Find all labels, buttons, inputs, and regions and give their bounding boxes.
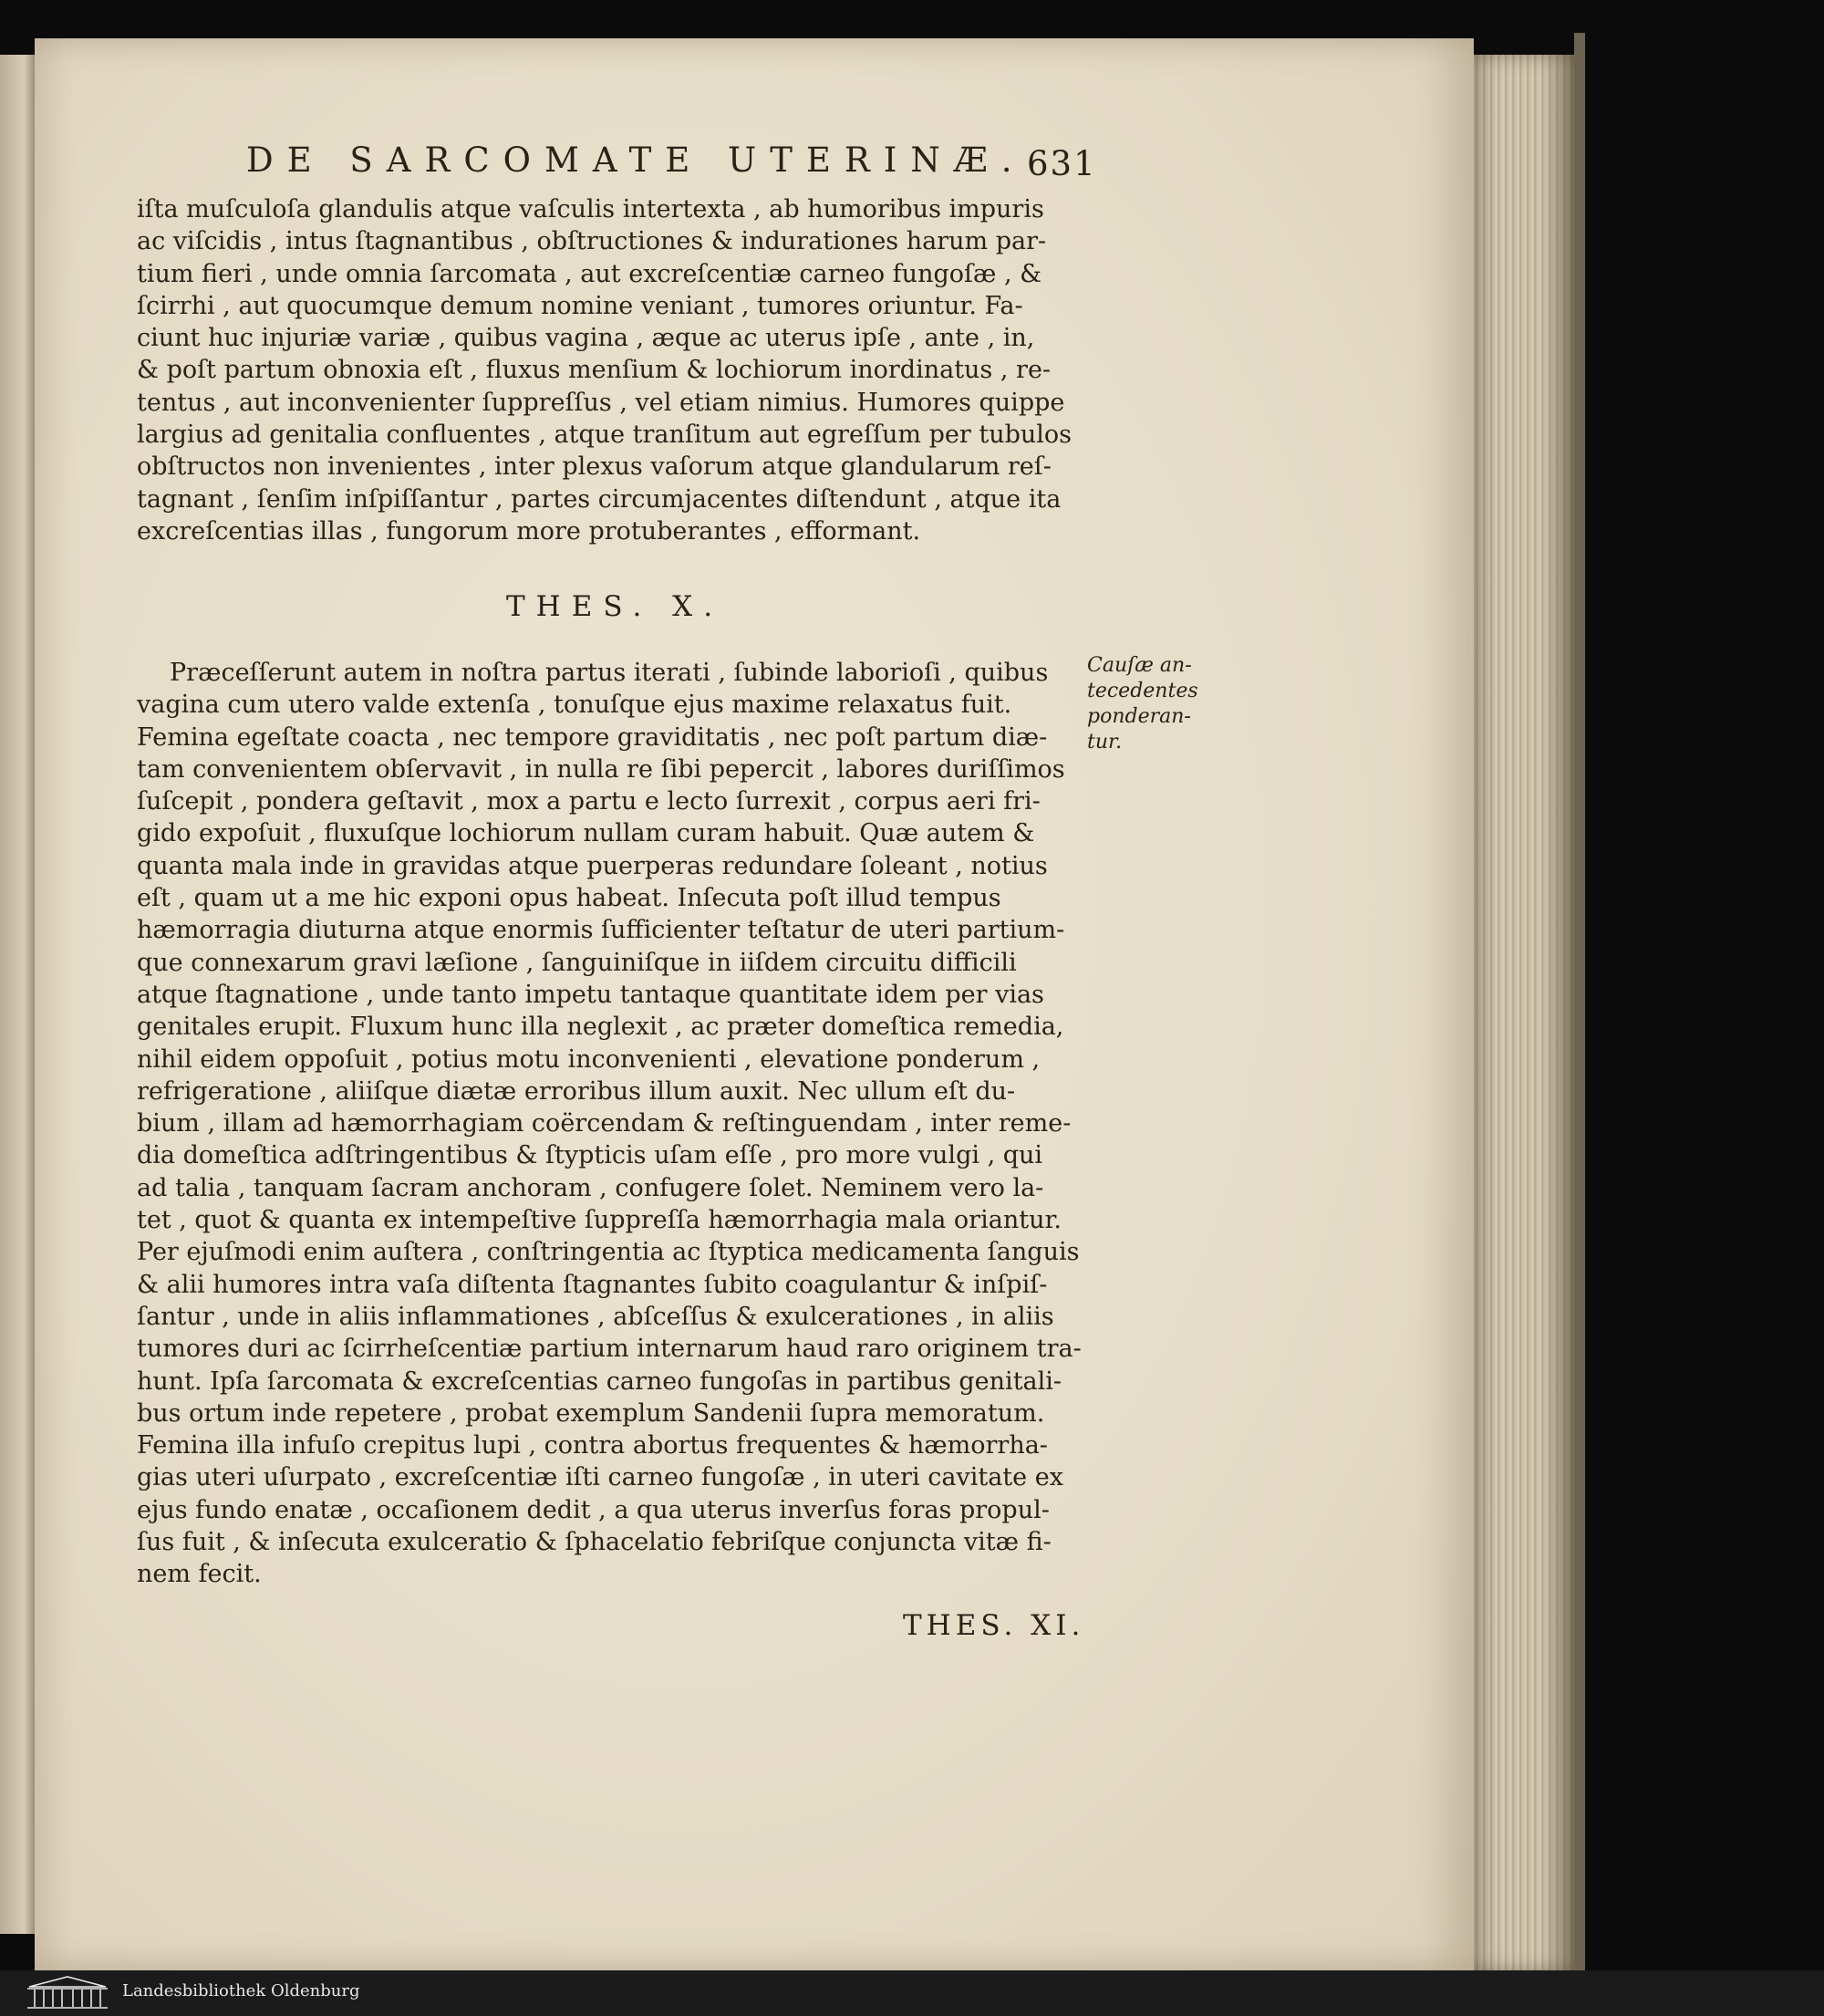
text-line: ſantur , unde in aliis inflammationes , abſceſſus & exulcerationes , in aliis bbox=[137, 1302, 1054, 1331]
margin-note bbox=[1087, 653, 1206, 755]
text-line: tentus , aut inconvenienter ſuppreſſus , vel etiam nimius. Humores quippe bbox=[137, 388, 1065, 417]
text-line: quanta mala inde in gravidas atque puerperas redundare ſoleant , notius bbox=[137, 851, 1048, 880]
text-line: ejus fundo enatæ , occaſionem dedit , a qua uterus inverſus foras propul- bbox=[137, 1495, 1050, 1524]
text-line: ac viſcidis , intus ſtagnantibus , obſtructiones & indurationes harum par- bbox=[137, 227, 1047, 256]
text-line: Femina illa infuſo crepitus lupi , contra abortus frequentes & hæmorrha- bbox=[137, 1431, 1048, 1460]
text-line: vagina cum utero valde extenſa , tonuſque ejus maxime relaxatus fuit. bbox=[137, 691, 1012, 720]
text-line: bus ortum inde repetere , probat exemplum Sandenii ſupra memoratum. bbox=[137, 1398, 1045, 1428]
text-line: tumores duri ac ſcirrheſcentiæ partium internarum haud raro originem tra- bbox=[137, 1335, 1082, 1364]
catchword: THES. XI. bbox=[903, 1609, 1085, 1642]
text-line: iſta muſculoſa glandulis atque vaſculis intertexta , ab humoribus impuris bbox=[137, 195, 1044, 223]
section-heading: THES. X. bbox=[506, 590, 724, 623]
text-line: Præceſſerunt autem in noſtra partus iterati , ſubinde laborioſi , quibus bbox=[170, 659, 1049, 687]
building-icon bbox=[24, 1974, 111, 2015]
text-line: ciunt huc injuriæ variæ , quibus vagina , æque ac uterus ipſe , ante , in, bbox=[137, 324, 1035, 353]
page-number: 631 bbox=[1027, 144, 1097, 183]
text-line: ſuſcepit , pondera geſtavit , mox a partu e lecto ſurrexit , corpus aeri fri- bbox=[137, 787, 1041, 816]
text-line: atque ſtagnatione , unde tanto impetu tantaque quantitate idem per vias bbox=[137, 980, 1044, 1009]
text-line: genitales erupit. Fluxum hunc illa neglexit , ac præter domeſtica remedia, bbox=[137, 1013, 1064, 1042]
text-line: tium fieri , unde omnia ſarcomata , aut excreſcentiæ carneo fungoſæ , & bbox=[137, 259, 1042, 288]
text-line: gido expoſuit , fluxuſque lochiorum nullam curam habuit. Quæ autem & bbox=[137, 819, 1035, 848]
running-head: DE SARCOMATE UTERINÆ. bbox=[246, 140, 1026, 180]
left-page-edge bbox=[0, 55, 35, 1934]
margin-note-line: ponderan- bbox=[1087, 705, 1191, 728]
text-line: que connexarum gravi læſione , ſanguiniſque in iiſdem circuitu difficili bbox=[137, 948, 1017, 977]
text-line: bium , illam ad hæmorrhagiam coërcendam & reſtinguendam , inter reme- bbox=[137, 1109, 1072, 1138]
text-line: nihil eidem oppoſuit , potius motu inconvenienti , elevatione ponderum , bbox=[137, 1044, 1041, 1074]
text-line: gias uteri uſurpato , excreſcentiæ iſti carneo fungoſæ , in uteri cavitate ex bbox=[137, 1463, 1063, 1492]
text-line: ad talia , tanquam ſacram anchoram , confugere ſolet. Neminem vero la- bbox=[137, 1173, 1044, 1202]
text-line: ſus fuit , & inſecuta exulceratio & ſphacelatio febriſque conjuncta vitæ fi- bbox=[137, 1528, 1052, 1557]
library-name: Landesbibliothek Oldenburg bbox=[122, 1981, 360, 2000]
text-line: excreſcentias illas , fungorum more protuberantes , efformant. bbox=[137, 516, 921, 546]
text-line: & alii humores intra vaſa diſtenta ſtagnantes ſubito coagulantur & inſpiſ- bbox=[137, 1270, 1048, 1299]
text-line: hunt. Ipſa ſarcomata & excreſcentias carneo fungoſas in partibus genitali- bbox=[137, 1367, 1062, 1396]
text-line: obſtructos non invenientes , inter plexus vaſorum atque glandularum reſ- bbox=[137, 452, 1052, 482]
text-line: eſt , quam ut a me hic exponi opus habeat. Inſecuta poſt illud tempus bbox=[137, 884, 1001, 913]
margin-note-line: Cauſæ an- bbox=[1087, 654, 1192, 677]
text-line: hæmorragia diuturna atque enormis ſufficienter teſtatur de uteri partium- bbox=[137, 916, 1065, 945]
margin-note-line: tecedentes bbox=[1087, 680, 1198, 702]
margin-note-line: tur. bbox=[1087, 731, 1123, 753]
page-stack-shade bbox=[1465, 55, 1574, 1970]
text-line: Per ejuſmodi enim auſtera , conſtringentia ac ſtyptica medicamenta ſanguis bbox=[137, 1238, 1080, 1267]
book-cover-edge bbox=[1574, 33, 1585, 1985]
text-line: nem fecit. bbox=[137, 1560, 262, 1589]
text-line: tam convenientem obſervavit , in nulla re ſibi pepercit , labores duriſſimos bbox=[137, 754, 1065, 784]
text-line: & poſt partum obnoxia eſt , fluxus menſium & lochiorum inordinatus , re- bbox=[137, 356, 1052, 385]
body-paragraph-2 bbox=[137, 657, 1082, 1591]
text-line: Femina egeſtate coacta , nec tempore graviditatis , nec poſt partum diæ- bbox=[137, 722, 1048, 752]
body-paragraph-1 bbox=[137, 193, 1078, 547]
text-line: tet , quot & quanta ex intempeſtive ſuppreſſa hæmorrhagia mala oriantur. bbox=[137, 1206, 1062, 1235]
text-line: tagnant , ſenſim inſpiſſantur , partes circumjacentes diſtendunt , atque ita bbox=[137, 484, 1062, 514]
text-line: largius ad genitalia confluentes , atque tranſitum aut egreſſum per tubulos bbox=[137, 421, 1073, 450]
text-line: refrigeratione , aliiſque diætæ erroribus illum auxit. Nec ullum eſt du- bbox=[137, 1076, 1016, 1106]
text-line: dia domeſtica adſtringentibus & ſtypticis uſam eſſe , pro more vulgi , qui bbox=[137, 1141, 1043, 1170]
text-line: ſcirrhi , aut quocumque demum nomine veniant , tumores oriuntur. Fa- bbox=[137, 291, 1023, 320]
